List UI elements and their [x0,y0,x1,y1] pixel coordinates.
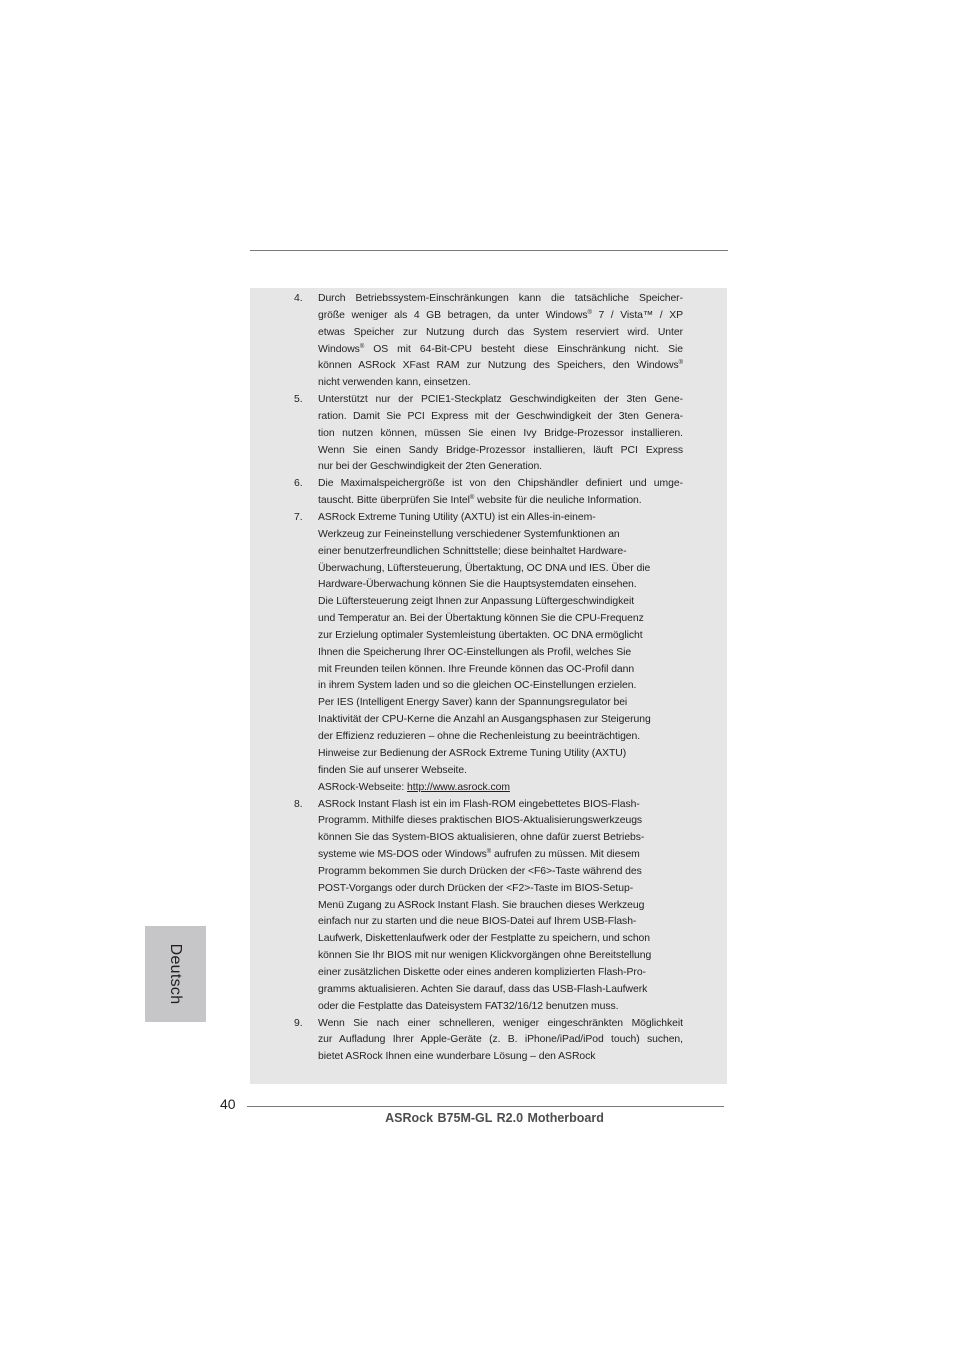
note-line: ASRock Instant Flash ist ein im Flash-ROM eingebettetes BIOS-Flash- [318,798,640,810]
note-line: ASRock Extreme Tuning Utility (AXTU) ist ein Alles-in-einem- [318,512,596,524]
note-line: Unterstützt nur der PCIE1-Steckplatz Geschwindigkeiten der 3ten Gene- [318,394,683,406]
note-line: der Effizienz reduzieren – ohne die Rechenleistung zu beeinträchtigen. [318,731,641,743]
language-tab [145,926,206,1022]
note-text [318,510,683,796]
note-line: können Sie Ihr BIOS mit nur wenigen Klickvorgängen ohne Bereitstellung [318,950,652,962]
note-line: Überwachung, Lüftersteuerung, Übertaktung, OC DNA und IES. Über die [318,562,651,574]
website-label: ASRock-Webseite: [318,781,408,793]
note-text [318,797,683,1016]
note-number: 5. [294,394,303,406]
header-rule [250,250,728,251]
website-line [318,780,683,797]
note-line: systeme wie MS-DOS oder Windows® aufrufen zu müssen. Mit diesem [318,849,640,861]
note-line: tion nutzen können, müssen Sie einen Ivy Bridge-Prozessor installieren. [318,427,683,439]
note-line: Menü Zugang zu ASRock Instant Flash. Sie brauchen dieses Werkzeug [318,899,645,911]
note-number: 6. [294,478,303,490]
note-line: und Temperatur an. Bei der Übertaktung können Sie die CPU-Frequenz [318,613,644,625]
note-line: Programm bekommen Sie durch Drücken der <F6>-Taste während des [318,865,642,877]
note-number: 8. [294,798,303,810]
note-line: Windows® OS mit 64-Bit-CPU besteht diese Einschränkung nicht. Sie [318,343,683,355]
note-line: Hinweise zur Bedienung der ASRock Extreme Tuning Utility (AXTU) [318,747,627,759]
footer-title: ASRock B75M-GL R2.0 Motherboard [385,1111,604,1125]
note-line: nicht verwenden kann, einsetzen. [318,377,471,389]
note-line: nur bei der Geschwindigkeit der 2ten Generation. [318,461,543,473]
note-line: finden Sie auf unserer Webseite. [318,764,467,776]
footer-rule [247,1106,724,1107]
note-line: POST-Vorgangs oder durch Drücken der <F2>-Taste im BIOS-Setup- [318,882,634,894]
note-line: Die Lüftersteuerung zeigt Ihnen zur Anpassung Lüftergeschwindigkeit [318,596,635,608]
note-line: Laufwerk, Diskettenlaufwerk oder der Festplatte zu speichern, und schon [318,933,651,945]
note-line: gramms aktualisieren. Achten Sie darauf, dass das USB-Flash-Laufwerk [318,983,648,995]
note-line: Programm. Mithilfe dieses praktischen BIOS-Aktualisierungswerkzeugs [318,815,643,827]
language-tab-label: Deutsch [167,943,184,1005]
note-line: etwas Speicher zur Nutzung durch das System reserviert wird. Unter [318,326,683,338]
note-line: Per IES (Intelligent Energy Saver) kann der Spannungsregulator bei [318,697,628,709]
note-text [318,1016,683,1067]
note-line: ration. Damit Sie PCI Express mit der Geschwindigkeit der 3ten Genera- [318,410,683,422]
note-number: 9. [294,1017,303,1029]
note-line: Ihnen die Speicherung Ihrer OC-Einstellungen als Profil, welches Sie [318,646,632,658]
note-line: einer benutzerfreundlichen Schnittstelle; diese beinhaltet Hardware- [318,545,627,557]
note-number: 7. [294,512,303,524]
note-text [318,291,683,392]
note-line: Wenn Sie einen Sandy Bridge-Prozessor installieren, läuft PCI Express [318,444,683,456]
note-line: oder die Festplatte das Dateisystem FAT32/16/12 benutzen muss. [318,1000,619,1012]
note-line: können Sie das System-BIOS aktualisieren, ohne dafür zuerst Betriebs- [318,832,645,844]
note-line: einer zusätzlichen Diskette oder eines anderen komplizierten Flash-Pro- [318,966,646,978]
note-text [318,476,683,510]
note-line: Hardware-Überwachung können Sie die Hauptsystemdaten einsehen. [318,579,637,591]
note-line: tauscht. Bitte überprüfen Sie Intel® website für die neuliche Information. [318,495,642,507]
note-line: zur Aufladung Ihrer Apple-Geräte (z. B. iPhone/iPad/iPod touch) suchen, [318,1034,683,1046]
note-number: 4. [294,293,303,304]
note-line: größe weniger als 4 GB betragen, da unter Windows® 7 / Vista™ / XP [318,309,683,321]
note-line: Inaktivität der CPU-Kerne die Anzahl an Ausgangsphasen zur Steigerung [318,714,651,726]
page-number: 40 [220,1096,236,1112]
note-line: Durch Betriebssystem-Einschränkungen kann die tatsächliche Speicher- [318,293,683,304]
note-line: Werkzeug zur Feineinstellung verschiedener Systemfunktionen an [318,528,620,540]
note-line: können ASRock XFast RAM zur Nutzung des Speichers, den Windows® [318,360,683,372]
note-line: Wenn Sie nach einer schnelleren, weniger eingeschränkten Möglichkeit [318,1017,683,1029]
note-line: bietet ASRock Ihnen eine wunderbare Lösung – den ASRock [318,1051,596,1063]
notes-panel [250,288,727,1084]
note-line: zur Erzielung optimaler Systemleistung übertakten. OC DNA ermöglicht [318,629,643,641]
note-text [318,392,683,476]
note-line: in ihrem System laden und so die gleichen OC-Einstellungen erzielen. [318,680,637,692]
note-line: mit Freunden teilen können. Ihre Freunde können das OC-Profil dann [318,663,635,675]
asrock-website-link[interactable]: http://www.asrock.com [407,781,510,793]
note-line: einfach nur zu starten und die neue BIOS-Datei auf Ihrem USB-Flash- [318,916,637,928]
note-line: Die Maximalspeichergröße ist von den Chipshändler definiert und umge- [318,478,683,490]
